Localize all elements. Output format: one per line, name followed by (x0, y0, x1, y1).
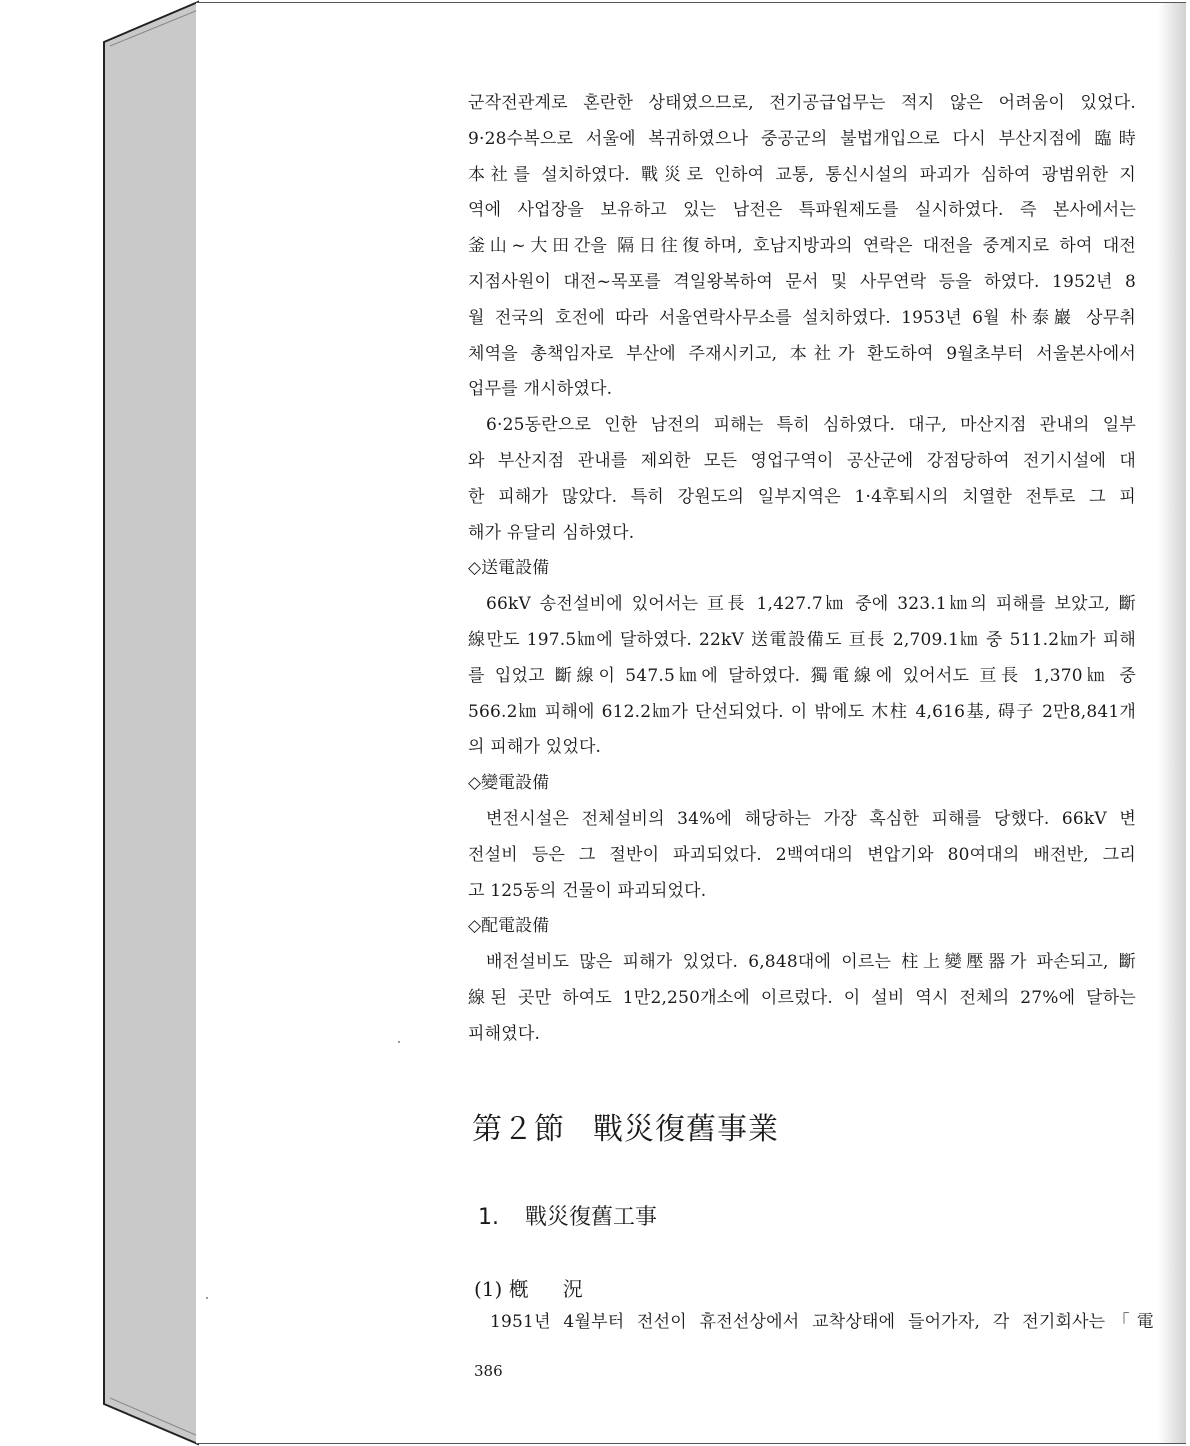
subsubsection-heading (474, 1272, 583, 1306)
paragraph-line: 업무를 개시하였다. (468, 379, 613, 400)
paragraph-line: 지점사원이 대전~목포를 격일왕복하여 문서 및 사무연락 등을 하였다. 1952년 8 (468, 271, 1136, 292)
paragraph-line: 와 부산지점 관내를 제외한 모든 영업구역이 공산군에 강점당하여 전기시설에 대 (468, 450, 1136, 471)
paragraph-line: 를 입었고 斷線이 547.5㎞에 달하였다. 獨電線에 있어서도 亘長 1,370㎞ 중 (468, 665, 1136, 686)
heading-distribution: ◇配電設備 (468, 916, 550, 937)
section-number: 第２節 (472, 1112, 565, 1147)
heading-substation: ◇變電設備 (468, 773, 550, 794)
subsection-title: 戰災復舊工事 (525, 1205, 658, 1230)
paragraph-line: 전설비 등은 그 절반이 파괴되었다. 2백여대의 변압기와 80여대의 배전반, 그리 (468, 844, 1136, 865)
paragraph-line: 의 피해가 있었다. (468, 737, 602, 758)
subsection-number: 1. (478, 1205, 499, 1230)
paragraph-line: 1951년 4월부터 전선이 휴전선상에서 교착상태에 들어가자, 각 전기회사는「電 (490, 1312, 1154, 1332)
body-text (468, 86, 1136, 1053)
scan-speck (206, 1297, 208, 1299)
paragraph-line: 釜山~大田간을 隔日往復하며, 호남지방과의 연락은 대전을 중계지로 하여 대전 (468, 236, 1136, 257)
scan-speck (398, 1041, 400, 1043)
paragraph-line: 線된 곳만 하여도 1만2,250개소에 이르렀다. 이 설비 역시 전체의 27%에 달하는 (468, 987, 1136, 1008)
paragraph-line: 배전설비도 많은 피해가 있었다. 6,848대에 이르는 柱上變壓器가 파손되고, 斷 (486, 952, 1136, 973)
paragraph-line: 本社를 설치하였다. 戰災로 인하여 교통, 통신시설의 파괴가 심하여 광범위한 지 (468, 164, 1136, 185)
paragraph-line: 군작전관계로 혼란한 상태였으므로, 전기공급업무는 적지 않은 어려움이 있었다. (468, 93, 1136, 113)
paragraph-line: 해가 유달리 심하였다. (468, 522, 635, 543)
paragraph-line: 체역을 총책임자로 부산에 주재시키고, 本社가 환도하여 9월초부터 서울본사에서 (468, 343, 1136, 364)
paragraph-line: 피해였다. (468, 1023, 541, 1044)
subsubsection-number: (1) 槪 (474, 1277, 529, 1301)
paragraph-line: 고 125동의 건물이 파괴되었다. (468, 880, 707, 901)
paragraph-line: 6·25동란으로 인한 남전의 피해는 특히 심하였다. 대구, 마산지점 관내의 일부 (486, 415, 1136, 436)
section-title: 戰災復舊事業 (593, 1112, 779, 1147)
paragraph-line: 566.2㎞ 피해에 612.2㎞가 단선되었다. 이 밖에도 木柱 4,616基, 碍子 2만8,841개 (468, 701, 1136, 722)
subsection-heading (478, 1198, 657, 1238)
paragraph-line: 월 전국의 호전에 따라 서울연락사무소를 설치하였다. 1953년 6월 朴泰巖 상무취 (468, 307, 1136, 328)
paragraph-line: 역에 사업장을 보유하고 있는 남전은 특파원제도를 실시하였다. 즉 본사에서는 (468, 200, 1136, 221)
book-spine-edge (0, 0, 200, 1446)
paragraph-line: 한 피해가 많았다. 특히 강원도의 일부지역은 1·4후퇴시의 치열한 전투로 그 피 (468, 486, 1136, 507)
page-gutter-shadow (1158, 3, 1186, 1443)
paragraph-line: 線만도 197.5㎞에 달하였다. 22kV 送電設備도 亘長 2,709.1㎞ 중 511.2㎞가 피해 (468, 629, 1136, 650)
paragraph-line: 66kV 송전설비에 있어서는 亘長 1,427.7㎞ 중에 323.1㎞의 피해를 보았고, 斷 (486, 594, 1136, 615)
heading-transmission: ◇送電設備 (468, 558, 550, 579)
page-number: 386 (474, 1362, 503, 1380)
paragraph-line: 9·28수복으로 서울에 복귀하였으나 중공군의 불법개입으로 다시 부산지점에 臨時 (468, 128, 1136, 149)
paragraph-line: 변전시설은 전체설비의 34%에 해당하는 가장 혹심한 피해를 당했다. 66kV 변 (486, 808, 1136, 829)
section-heading (472, 1106, 779, 1154)
subsubsection-title: 況 (562, 1277, 583, 1301)
